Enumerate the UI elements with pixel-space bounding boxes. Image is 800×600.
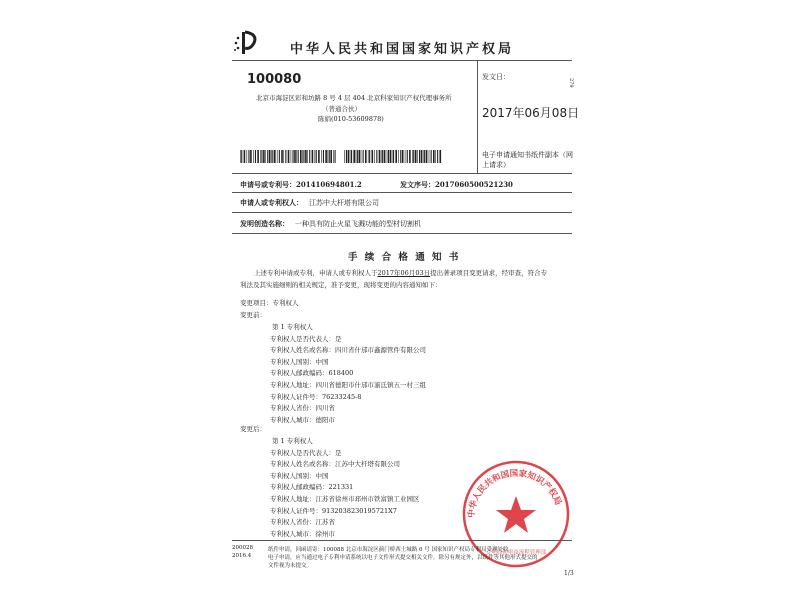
before-line: 专利权人国别：中国 bbox=[270, 357, 329, 366]
seal-text: 中华人民共和国国家知识产权局 bbox=[466, 468, 563, 519]
barcode-right bbox=[344, 150, 442, 163]
copy-note: 电子申请通知书纸件副本（网上请求） bbox=[482, 151, 573, 169]
header-divider bbox=[232, 60, 572, 61]
notice-title: 手 续 合 格 通 知 书 bbox=[348, 252, 461, 263]
after-line: 专利权人证件号：91320382301957​21X7 bbox=[270, 506, 397, 515]
before-line: 专利权人邮政编码：618400 bbox=[270, 369, 354, 378]
recipient-contact: 陈娟(010-53609878) bbox=[318, 115, 384, 123]
serial-number: 2017060500521230 bbox=[435, 180, 513, 189]
serial-row bbox=[400, 180, 513, 190]
sipo-logo-icon bbox=[232, 28, 262, 58]
applicant-label: 申请人或专利权人： bbox=[240, 198, 303, 207]
footer-divider bbox=[232, 540, 572, 541]
fields-divider-2 bbox=[232, 212, 572, 213]
footer-line-3: 文件视为未提交。 bbox=[268, 563, 313, 569]
app-number: 201410694801.2 bbox=[296, 180, 362, 189]
applicant-row bbox=[240, 198, 379, 208]
office-title: 中华人民共和国国家知识产权局 bbox=[290, 42, 515, 57]
after-line: 专利权人省份：江苏省 bbox=[270, 518, 335, 527]
before-line: 专利权人证件号：76233245-8 bbox=[270, 392, 362, 401]
postal-code: 100080 bbox=[247, 72, 302, 87]
footer-code-2: 2016.4 bbox=[232, 553, 252, 559]
notice-text-b: 提出著录项目变更请求，经审查，符合专 bbox=[430, 269, 548, 277]
after-label: 变更后： bbox=[240, 425, 266, 433]
issue-date: 2017年06月08日 bbox=[482, 106, 580, 120]
applicant-name: 江苏中大杆塔有限公司 bbox=[309, 199, 379, 207]
serial-label: 发文序号： bbox=[400, 180, 435, 189]
invention-row bbox=[240, 219, 421, 229]
after-line: 专利权人地址：江苏省徐州市邳州市铁富镇工业园区 bbox=[270, 495, 420, 503]
recipient-note: （普通合伙） bbox=[322, 105, 361, 113]
before-line: 专利权人是否代表人：是 bbox=[270, 334, 342, 343]
fields-divider-3 bbox=[232, 233, 572, 234]
footer-line-1: 纸件申请，回函请寄：100088 北京市海淀区蓟门桥西土城路 6 号 国家知识产权局专利局受理处收 bbox=[268, 547, 509, 553]
footer-code-1: 200028 bbox=[232, 545, 253, 551]
before-line: 专利权人地址：四川省德阳市什邡市湔氐镇五一村三组 bbox=[270, 381, 426, 389]
before-line: 第 1 专利权人 bbox=[272, 323, 313, 331]
after-line: 专利权人是否代表人：是 bbox=[270, 448, 342, 457]
app-number-label: 申请号或专利号： bbox=[240, 180, 296, 189]
after-line: 专利权人城市：徐州市 bbox=[270, 529, 335, 538]
seal-subtext: 专利局初审及流程管理部 bbox=[485, 550, 547, 556]
change-item: 变更项目：专利权人 bbox=[240, 299, 299, 307]
side-code: 279 bbox=[568, 78, 574, 88]
footer-line-2: 电子申请，应当通过电子专利申请系统以电子文件形式提交相关文件。除另有规定外，以纸件等其他形式提交的 bbox=[268, 555, 538, 561]
invention-name: 一种具有防止火星飞溅功能的型材切割机 bbox=[295, 220, 421, 228]
barcode-left bbox=[240, 150, 338, 163]
before-line: 专利权人姓名或名称：四川省什邡市鑫源管件有限公司 bbox=[270, 346, 426, 355]
notice-text-a: 上述专利申请或专利，申请人或专利权人于 bbox=[254, 269, 378, 277]
after-line: 第 1 专利权人 bbox=[272, 437, 313, 445]
after-line: 专利权人姓名或名称：江苏中大杆塔有限公司 bbox=[270, 460, 400, 469]
invention-label: 发明创造名称： bbox=[240, 219, 289, 228]
before-line: 专利权人省份：四川省 bbox=[270, 404, 335, 413]
issue-date-label: 发文日： bbox=[482, 73, 510, 81]
page-number: 1/3 bbox=[564, 570, 574, 577]
app-number-row bbox=[240, 180, 362, 190]
after-line: 专利权人国别：中国 bbox=[270, 471, 329, 480]
fields-divider-1 bbox=[232, 192, 572, 193]
fields-top-divider bbox=[232, 173, 572, 174]
date-block-divider bbox=[477, 61, 478, 173]
request-date: 2017年06月03日 bbox=[377, 269, 431, 277]
notice-paragraph-line-1 bbox=[254, 268, 547, 277]
before-label: 变更前： bbox=[240, 311, 266, 319]
before-line: 专利权人城市：德阳市 bbox=[270, 415, 335, 424]
after-line: 专利权人邮政编码：221331 bbox=[270, 483, 354, 492]
notice-paragraph-line-2: 利法及其实施细则的相关规定，准予变更，现将变更的内容通知如下： bbox=[240, 281, 442, 289]
recipient-address: 北京市海淀区彩和坊路 8 号 4 层 404 北京科家知识产权代理事务所 bbox=[256, 94, 452, 102]
